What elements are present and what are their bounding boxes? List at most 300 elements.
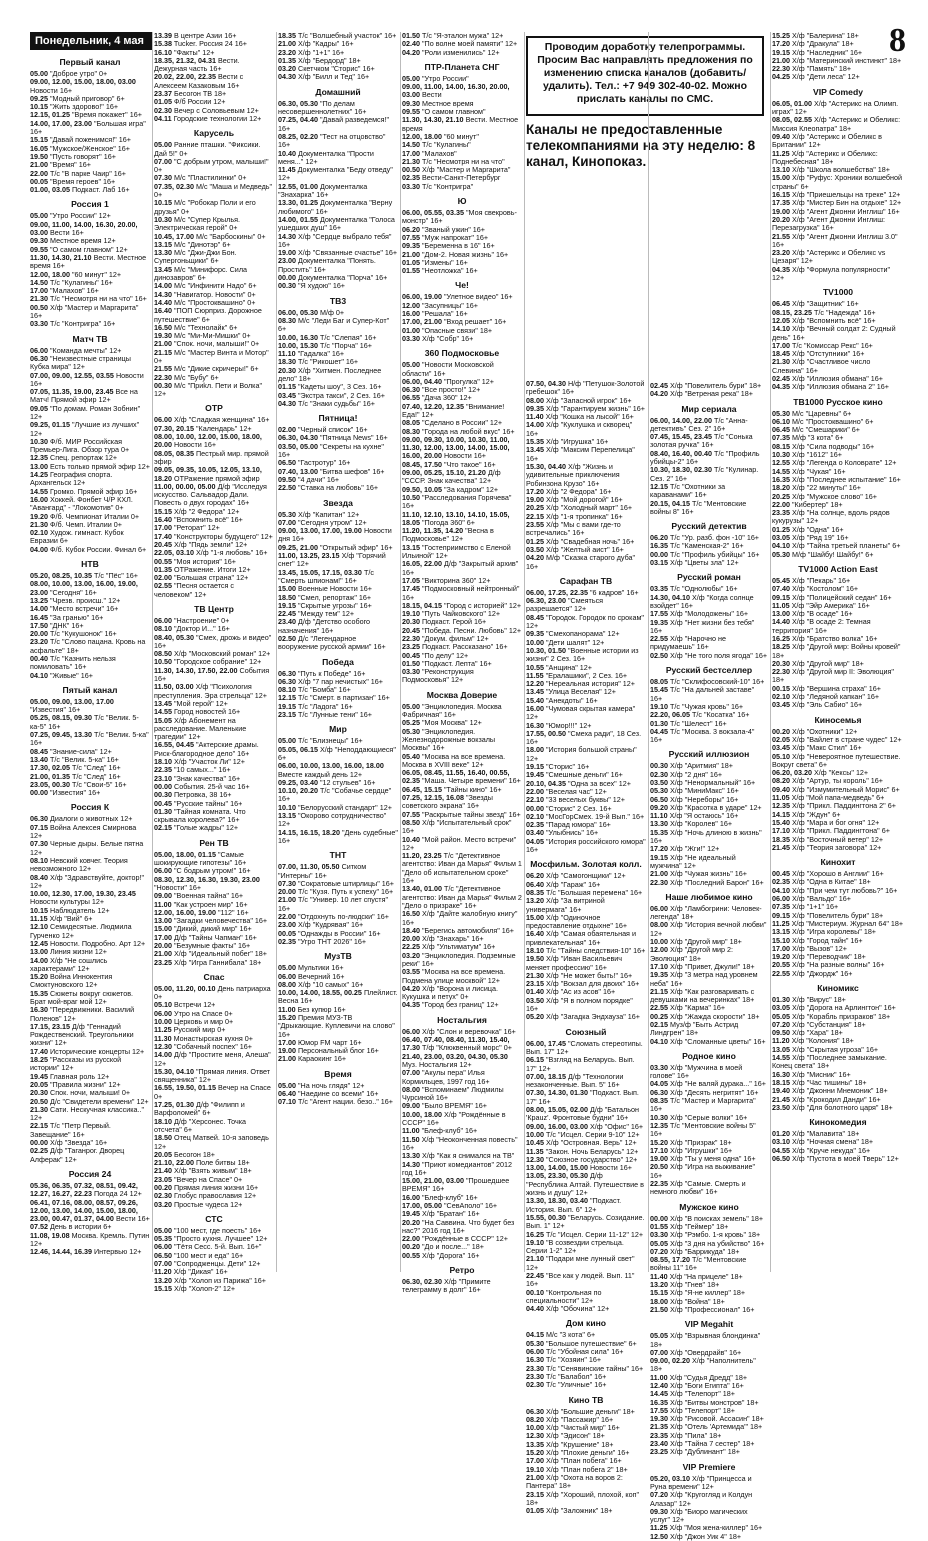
program-entry bbox=[650, 829, 768, 846]
program-time: 03.20 bbox=[402, 950, 420, 960]
program-title: Т/с "Кулагины" 16+ bbox=[50, 277, 113, 287]
program-title: "100 мест и еда" 16+ bbox=[174, 1250, 244, 1260]
program-title: "Как устроен мир" 16+ bbox=[173, 899, 248, 909]
program-title: Вести с Алексеем Казаковым 16+ bbox=[154, 72, 244, 90]
program-time: 05.40 bbox=[402, 751, 420, 761]
program-time: 02.00 bbox=[278, 425, 296, 435]
program-title: Подкаст. Рассказано" 16+ bbox=[422, 642, 508, 652]
program-title: Х/ф "Другой мир" 18+ bbox=[792, 658, 864, 668]
program-title: "Званый ужин" 16+ bbox=[422, 224, 485, 234]
program-entry bbox=[278, 400, 398, 408]
program-time: 01.50 bbox=[402, 658, 420, 668]
program-entry bbox=[278, 762, 398, 779]
program-time: 11.00, 13.25, 23.15 bbox=[278, 551, 340, 561]
program-title: Т/с "Смерть шпионам!" 16+ bbox=[278, 567, 374, 585]
program-title: Документалка "Понять. Простить" 16+ bbox=[278, 256, 376, 274]
program-title: "О самом главном" bbox=[422, 107, 486, 117]
program-time: 07.25, 04.40 bbox=[278, 115, 318, 125]
program-time: 16.50 bbox=[154, 322, 172, 332]
program-entry bbox=[772, 174, 904, 191]
program-entry bbox=[526, 1272, 646, 1289]
program-entry bbox=[30, 254, 150, 271]
program-title: Х/ф "Эйр Америка" 16+ bbox=[791, 600, 870, 610]
program-title: География спорта. Архангельск 12+ bbox=[30, 470, 113, 488]
program-time: 01.00, 03.05 bbox=[30, 185, 70, 195]
channel-heading: Мир сериала bbox=[681, 403, 737, 414]
program-title: "Вспоминаем" Людмилы Чурсиной 16+ bbox=[402, 1084, 504, 1103]
program-title: Д/ф "Тайны Чапман" 16+ bbox=[174, 932, 257, 942]
program-time: 19.30 bbox=[154, 331, 172, 341]
program-title: "Опасные связи" 18+ bbox=[422, 325, 493, 335]
program-title: Х/ф "Мисник" 16+ bbox=[792, 1069, 851, 1079]
channel-heading: Время bbox=[324, 1068, 352, 1079]
program-time: 17.05 bbox=[402, 575, 420, 585]
program-title: Т/с "Детективное агентство: Иван да Марья" Фильм 2 "Дело о призраке" 16+ bbox=[402, 884, 522, 910]
program-title: "Беременна в 16" 16+ bbox=[422, 241, 495, 251]
program-entry bbox=[650, 1508, 768, 1525]
program-title: Х/ф "Красотка в ударе" 12+ bbox=[670, 802, 762, 812]
program-time: 06.00, 14.00, 22.00 bbox=[650, 415, 712, 425]
program-time: 05.35 bbox=[154, 1234, 172, 1244]
program-title: Т/с "Свои-5" 16+ bbox=[71, 779, 127, 789]
program-time: 03.50 bbox=[526, 544, 544, 554]
program-time: 02.30 bbox=[154, 1191, 172, 1201]
program-title: "Лучшие из лучших" 12+ bbox=[30, 420, 140, 438]
program-entry bbox=[526, 1073, 646, 1090]
program-time: 03.45 bbox=[772, 700, 790, 710]
program-time: 05.00, 11.20, 00.10 bbox=[154, 983, 216, 993]
program-title: Т/с "Ментовские войны 8" 16+ bbox=[650, 498, 747, 516]
program-title: Х/ф "Скрытая угроза" 16+ bbox=[792, 1044, 879, 1054]
program-time: 16.35 bbox=[650, 1397, 668, 1407]
program-time: 06.30 bbox=[30, 353, 48, 363]
program-time: 22.55 bbox=[650, 634, 668, 644]
program-entry bbox=[278, 367, 398, 384]
program-title: Х/ф "1-я тропинка" 16+ bbox=[546, 511, 623, 521]
program-entry bbox=[650, 728, 768, 745]
program-time: 11.05 bbox=[772, 600, 790, 610]
program-time: 19.10 bbox=[526, 1237, 544, 1247]
program-time: 04.05 bbox=[526, 836, 544, 846]
program-title: М/ф "3 кота" 6+ bbox=[792, 433, 844, 443]
program-entry bbox=[526, 1491, 646, 1508]
program-entry bbox=[526, 614, 646, 631]
program-time: 23.20 bbox=[278, 47, 296, 57]
program-time: 11.25 bbox=[154, 1025, 172, 1035]
program-entry bbox=[772, 701, 904, 709]
program-time: 21.30 bbox=[526, 970, 544, 980]
program-title: Простые чудеса 12+ bbox=[174, 1199, 243, 1209]
channel-heading: Россия 1 bbox=[71, 199, 109, 210]
program-title: Х/ф "Геймер" 18+ bbox=[670, 1221, 729, 1231]
program-title: "Правила жизни" 12+ bbox=[50, 1079, 121, 1089]
program-entry bbox=[402, 952, 522, 969]
program-entry bbox=[772, 249, 904, 266]
program-time: 06.30 bbox=[650, 1087, 668, 1097]
program-title: М/с "Ми-Ми-Мишки" 0+ bbox=[174, 331, 251, 341]
program-time: 02.55 bbox=[154, 581, 172, 591]
program-time: 15.25 bbox=[772, 31, 790, 40]
program-time: 23.05, 00.30 bbox=[30, 779, 70, 789]
program-title: "Улыбнись" 16+ bbox=[546, 828, 599, 838]
program-title: Новости 16+ bbox=[174, 440, 217, 450]
program-title: "Загадки человечества" 16+ bbox=[174, 916, 268, 926]
program-time: 01.05 bbox=[154, 97, 172, 107]
program-entry bbox=[650, 1021, 768, 1038]
program-time: 10.10, 20.20 bbox=[278, 786, 318, 796]
program-entry bbox=[650, 594, 768, 611]
program-title: Х/ф "Жажда скорости" 18+ bbox=[670, 1011, 760, 1021]
program-title: "Собачный поспех" 16+ bbox=[174, 1041, 252, 1051]
program-time: 09.00, 13.00, 17.00, 19.00 bbox=[278, 526, 362, 536]
program-entry bbox=[772, 618, 904, 635]
program-time: 13.05 bbox=[772, 1044, 790, 1054]
program-title: Х/ф "Агент Джонни Инглиш: Перезагрузка" 16+ bbox=[772, 214, 885, 233]
program-title: Х/ф "3 дня на убийство" 16+ bbox=[670, 1238, 765, 1248]
program-title: Х/ф "Город тайн" 16+ bbox=[792, 935, 863, 945]
program-time: 07.55 bbox=[402, 809, 420, 819]
program-time: 15.35 bbox=[650, 827, 668, 837]
program-time: 03.50 bbox=[526, 995, 544, 1005]
program-entry bbox=[650, 1306, 768, 1314]
program-title: Х/ф "Телепорт" 18+ bbox=[670, 1405, 735, 1415]
program-title: "Самые шокирующие гипотезы" 16+ bbox=[154, 849, 247, 868]
program-time: 10.15 bbox=[30, 102, 48, 112]
program-title: Т/с "Профиль убийцы-2" 16+ bbox=[650, 448, 760, 467]
program-time: 17.10 bbox=[650, 961, 668, 971]
program-title: Х/ф "Братан" 16+ bbox=[422, 1209, 480, 1219]
program-title: "С бодрым утром!" 16+ bbox=[174, 866, 251, 876]
program-time: 01.25 bbox=[526, 536, 544, 546]
program-title: Х/ф "Чистый мир" 16+ bbox=[546, 1423, 620, 1433]
program-title: "Настроение" 0+ bbox=[174, 616, 230, 625]
program-time: 01.55 bbox=[402, 266, 420, 276]
program-title: "Пусть говорят" 16+ bbox=[50, 151, 116, 161]
program-time: 04.55 bbox=[772, 1145, 790, 1155]
program-title: Х/ф "Дайте жалобную книгу" 16+ bbox=[402, 909, 518, 927]
program-title: Х/ф "Звезда" 16+ bbox=[50, 1138, 108, 1148]
program-entry bbox=[772, 233, 904, 250]
channel-heading: Победа bbox=[322, 656, 354, 667]
program-entry bbox=[650, 450, 768, 467]
program-time: 10.30 bbox=[772, 450, 790, 460]
program-title: Х/ф "Крокодил Данди" 16+ bbox=[792, 1094, 881, 1104]
program-title: Х/ф "Рисовой. Ассасин" 18+ bbox=[670, 1414, 764, 1424]
program-entry bbox=[30, 1199, 150, 1224]
program-title: "Военные истории из жизни" 2 Сез. 16+ bbox=[526, 645, 639, 664]
program-entry bbox=[526, 1172, 646, 1197]
program-title: "Экстра такси", 2 Сез. 16+ bbox=[298, 390, 385, 400]
program-time: 13.45 bbox=[154, 698, 172, 708]
program-entry bbox=[402, 753, 522, 770]
program-title: Х/ф "Счастливое число Слевина" 16+ bbox=[772, 357, 871, 375]
program-entry bbox=[402, 527, 522, 544]
program-time: 19.00 bbox=[772, 206, 790, 216]
program-entry bbox=[772, 509, 904, 526]
program-time: 10.30 bbox=[650, 1112, 668, 1122]
program-entry bbox=[278, 635, 398, 652]
program-time: 12.30 bbox=[526, 1154, 544, 1164]
program-time: 14.55 bbox=[772, 1053, 790, 1063]
program-title: Т/с "След" 16+ bbox=[71, 763, 121, 773]
program-time: 06.30 bbox=[278, 676, 296, 686]
program-title: "Смехопанорама" 12+ bbox=[546, 629, 620, 639]
program-time: 21.50 bbox=[650, 1304, 668, 1314]
program-title: Х/ф "Знахарь" 16+ bbox=[422, 934, 484, 944]
program-title: "Между тем" 12+ bbox=[298, 609, 355, 619]
program-title: Т/с "Однолюбы" 16+ bbox=[670, 584, 738, 594]
program-title: "ДНК" 16+ bbox=[50, 620, 84, 630]
program-title: Вести 16+ bbox=[115, 1214, 150, 1224]
program-title: Х/ф "Школа волшебства" 18+ bbox=[792, 165, 890, 175]
program-time: 10.00 bbox=[526, 1129, 544, 1139]
program-title: Скетчком "Сторис" 16+ bbox=[298, 64, 375, 74]
program-time: 05.20 bbox=[526, 1012, 544, 1022]
program-time: 17.00, 05.00 bbox=[402, 1201, 442, 1210]
program-time: 18.20 bbox=[772, 483, 790, 493]
program-title: Т/с "Ментовские войны 11" 16+ bbox=[650, 1255, 747, 1273]
program-title: Вести. Дежурная часть 16+ bbox=[154, 55, 240, 74]
program-title: Петровка, 38 16+ bbox=[174, 790, 232, 800]
program-time: 13.10 bbox=[772, 165, 790, 175]
program-time: 19.35 bbox=[650, 617, 668, 627]
program-title: "Давай поженимся!" 16+ bbox=[50, 135, 131, 145]
program-title: "Тайная комната. Что скрывала королева?" 16+ bbox=[154, 806, 246, 825]
program-title: "МосГорСмех. 19-й Вып." 16+ bbox=[546, 811, 645, 821]
program-title: Х/ф "Не сошлись характерами" 12+ bbox=[30, 955, 108, 973]
program-time: 15.00 bbox=[772, 173, 790, 183]
program-title: Х/ф "Самые. Смерть и немного любви" 16+ bbox=[650, 1179, 746, 1197]
program-title: "Наедине со всеми" 16+ bbox=[298, 1089, 379, 1099]
program-time: 08.35 bbox=[526, 887, 544, 897]
program-time: 12.30 bbox=[526, 1431, 544, 1441]
program-title: Т/с "Профиль убийцы" 16+ bbox=[670, 549, 760, 559]
program-title: Х/ф "Легенда о Коловрате" 12+ bbox=[792, 458, 897, 468]
program-title: Х/ф "Иллюзия обмана 2" 16+ bbox=[792, 382, 889, 392]
program-time: 00.00 bbox=[30, 1138, 48, 1148]
channel-heading: ОТР bbox=[205, 403, 223, 414]
program-entry bbox=[154, 667, 274, 684]
program-time: 07.30, 20.15 bbox=[154, 423, 194, 433]
program-time: 03.55 bbox=[402, 967, 420, 977]
program-title: "Беларусь. Созидание. Вып. 1" 12+ bbox=[526, 1212, 645, 1231]
program-title: Х/ф "Хара" 18+ bbox=[792, 1028, 843, 1038]
channel-heading: Мосфильм. Золотая колл. bbox=[530, 859, 642, 870]
program-title: Х/ф "Вирус" 18+ bbox=[792, 994, 846, 1004]
program-title: "Угро ТНТ 2026" 16+ bbox=[298, 936, 367, 946]
program-title: "Живые" 16+ bbox=[50, 670, 93, 680]
program-title: Т/с "Контригра" bbox=[422, 181, 474, 191]
program-entry bbox=[278, 812, 398, 829]
program-title: "Гастротур" 16+ bbox=[298, 458, 351, 468]
program-time: 22.00 bbox=[402, 1234, 420, 1244]
program-entry bbox=[402, 436, 522, 461]
program-title: Спец. репортаж 12+ bbox=[50, 453, 118, 463]
program-time: 23.15 bbox=[526, 1489, 544, 1499]
program-entry bbox=[402, 544, 522, 561]
program-time: 04.25 bbox=[772, 72, 790, 82]
channel-heading: ПТР-Планета СНГ bbox=[424, 61, 500, 72]
program-title: Х/ф "Мистериум. Журнал 64" 18+ bbox=[791, 918, 904, 928]
program-time: 09.00 bbox=[402, 1101, 420, 1111]
program-time: 12.55 bbox=[772, 458, 790, 468]
program-entry bbox=[278, 618, 398, 635]
program-entry bbox=[154, 249, 274, 266]
program-time: 07.00 bbox=[402, 1068, 420, 1078]
program-title: Т/с "Знаки судьбы" 16+ bbox=[298, 398, 375, 408]
program-title: Х/ф "Максим Перепелица" 16+ bbox=[526, 445, 635, 463]
program-entry bbox=[526, 997, 646, 1014]
program-title: Х/ф "Принцесса и Руна времени" 12+ bbox=[650, 1473, 752, 1491]
program-entry bbox=[402, 335, 522, 343]
program-time: 00.45 bbox=[402, 650, 420, 660]
program-time: 16.50 bbox=[402, 909, 420, 919]
program-title: Х/ф "1+1" 16+ bbox=[298, 47, 345, 57]
program-entry bbox=[526, 1305, 646, 1313]
program-title: М/с "Маша и Медведь" 0+ bbox=[154, 181, 273, 200]
program-title: "Знак качества" 16+ bbox=[174, 773, 241, 783]
program-time: 08.45 bbox=[30, 746, 48, 756]
program-title: Т/с "Каменская-2" 16+ bbox=[670, 541, 744, 551]
program-time: 05.10 bbox=[154, 1000, 172, 1010]
program-title: Х/ф "Джордж" 16+ bbox=[792, 968, 853, 978]
program-title: Караокинг 16+ bbox=[298, 1054, 347, 1064]
program-time: 20.30 bbox=[30, 1088, 48, 1098]
program-title: "Роли изменились" 12+ bbox=[422, 47, 500, 57]
program-title: Х/ф "Астерикс и Обеликс: Поднебесная" 18+ bbox=[772, 148, 878, 166]
program-entry bbox=[650, 1256, 768, 1273]
program-entry bbox=[154, 266, 274, 283]
program-entry bbox=[526, 1255, 646, 1272]
program-entry bbox=[526, 554, 646, 571]
program-title: Х/ф "Повелитель бури" 18+ bbox=[792, 910, 884, 920]
program-time: 06.30, 23.00 bbox=[526, 596, 566, 606]
program-title: Х/ф "Не может быть!" 16+ bbox=[546, 970, 633, 980]
program-title: "Звезды советского экрана" 16+ bbox=[402, 793, 493, 811]
program-entry bbox=[154, 1084, 274, 1101]
program-entry bbox=[278, 317, 398, 334]
program-title: Х/ф "Теория заговора" 12+ bbox=[792, 842, 882, 852]
program-time: 21.40, 23.00, 03.20, 04.30, 05.30 bbox=[402, 1051, 508, 1061]
program-title: "Тётя Сесс. 5-й. Вып. 16+" bbox=[174, 1242, 262, 1252]
program-time: 15.40 bbox=[526, 695, 544, 705]
program-time: 06.00, 17.25, 22.35 bbox=[526, 587, 588, 597]
program-time: 20.02, 22.00, 22.35 bbox=[154, 72, 216, 82]
program-entry bbox=[30, 304, 150, 321]
program-time: 10.45 bbox=[526, 1138, 544, 1148]
program-time: 17.50 bbox=[30, 620, 48, 630]
program-title: "12 стульев" 16+ bbox=[319, 777, 376, 787]
program-title: "Было ВРЕМЯ" 16+ bbox=[422, 1101, 488, 1111]
program-title: Т/с "Близнецы" 16+ bbox=[298, 736, 363, 746]
program-title: Т/с "Волшебный участок" 16+ bbox=[298, 31, 397, 40]
program-title: Д/ф "Простите меня, Алеша" 12+ bbox=[154, 1050, 271, 1068]
program-title: Х/ф "Малавита" 18+ bbox=[792, 1129, 860, 1139]
program-title: "Веселая час" 12+ bbox=[546, 786, 607, 796]
program-time: 09.35 bbox=[402, 241, 420, 251]
program-entry bbox=[30, 221, 150, 238]
program-time: 18.10 bbox=[526, 946, 544, 955]
program-time: 06.00, 17.45 bbox=[526, 1038, 566, 1048]
channel-heading: Пятница! bbox=[318, 413, 358, 424]
program-title: Невский ковчег. Теория невозможного 12+ bbox=[30, 855, 128, 874]
channel-heading: TB1000 Русское кино bbox=[793, 396, 883, 407]
program-title: "Приют комедиантов" 2012 год 16+ bbox=[402, 1159, 512, 1177]
program-title: Х/ф "3 метра над уровнем неба" 16+ bbox=[650, 970, 758, 988]
program-entry bbox=[402, 836, 522, 853]
program-time: 05.00 bbox=[402, 360, 420, 370]
program-entry bbox=[526, 1239, 646, 1256]
program-title: Есть только прямой эфир 12+ bbox=[50, 461, 150, 471]
program-title: Т/с "Собачье сердце" 16+ bbox=[278, 786, 392, 804]
program-entry bbox=[402, 1053, 522, 1070]
program-time: 11.50, 03.00 bbox=[154, 682, 194, 692]
program-entry bbox=[402, 183, 522, 191]
program-entry bbox=[526, 930, 646, 947]
program-entry bbox=[30, 957, 150, 974]
program-time: 02.10 bbox=[772, 692, 790, 702]
program-time: 09.40 bbox=[772, 131, 790, 141]
program-title: Х/ф "Наследник" 16+ bbox=[792, 47, 863, 57]
program-title: Х/ф "Холоп из Парижа" 16+ bbox=[174, 1275, 266, 1285]
program-time: 16.30 bbox=[526, 720, 544, 730]
program-entry bbox=[30, 529, 150, 546]
program-time: 07.30, 14.30, 01.30 bbox=[526, 1088, 588, 1098]
program-title: "4 дачи" 16+ bbox=[298, 474, 340, 484]
program-entry bbox=[526, 1197, 646, 1214]
program-time: 11.25 bbox=[650, 1523, 668, 1533]
program-entry bbox=[402, 794, 522, 811]
program-title: Tucker. Россия 24 16+ bbox=[173, 39, 247, 49]
program-time: 11.00 bbox=[154, 899, 172, 909]
channel-heading: Пятый канал bbox=[62, 684, 118, 695]
program-time: 07.20 bbox=[650, 1246, 668, 1256]
program-entry bbox=[30, 973, 150, 990]
program-title: Х/ф "МиниМакс" 16+ bbox=[670, 786, 739, 796]
program-time: 19.50 bbox=[30, 151, 48, 161]
program-title: "Время покажет" 16+ bbox=[71, 110, 142, 120]
program-entry bbox=[650, 500, 768, 517]
program-time: 16.35 bbox=[772, 474, 790, 484]
program-time: 16.00 bbox=[402, 1192, 420, 1202]
program-title: Д/с "Свидетели времени" 12+ bbox=[50, 1096, 149, 1106]
program-time: 06.30 bbox=[526, 1406, 544, 1416]
program-time: 09.00, 05.25, 15.10, 21.20 bbox=[402, 468, 486, 478]
program-time: 01.30 bbox=[772, 994, 790, 1004]
channel-heading: ТНТ bbox=[329, 850, 347, 861]
program-title: Х/ф "Корабль призраков" 18+ bbox=[792, 1011, 891, 1021]
program-time: 22.20, 06.05 bbox=[650, 710, 690, 720]
program-entry bbox=[772, 668, 904, 685]
program-time: 00.00 bbox=[650, 549, 668, 559]
channel-heading: МузТВ bbox=[324, 951, 352, 962]
program-entry bbox=[30, 355, 150, 372]
program-time: 06.00 bbox=[402, 1026, 420, 1036]
program-time: 09.05 bbox=[30, 403, 48, 413]
program-entry bbox=[526, 1507, 646, 1515]
program-title: Х/ф "Одна" 16+ bbox=[792, 524, 844, 534]
program-title: Х/ф "Молодожены" 16+ bbox=[670, 609, 749, 619]
program-entry bbox=[772, 1104, 904, 1112]
program-title: Х/ф "Желтый аист" 16+ bbox=[546, 544, 624, 554]
program-title: Х/ф "Примите телеграмму в долг" 16+ bbox=[402, 1277, 491, 1295]
program-title: Х/ф "Когда солнце взойдет" 16+ bbox=[650, 592, 754, 610]
program-time: 14.10 bbox=[772, 324, 790, 334]
program-time: 09.20 bbox=[650, 802, 668, 812]
program-time: 05.36, 06.35, 07.32, 08.51, 09.42, 12.27, 16.27, 22.23 bbox=[30, 1180, 138, 1199]
program-time: 05.05 bbox=[650, 1238, 668, 1248]
program-time: 03.05 bbox=[772, 533, 790, 543]
